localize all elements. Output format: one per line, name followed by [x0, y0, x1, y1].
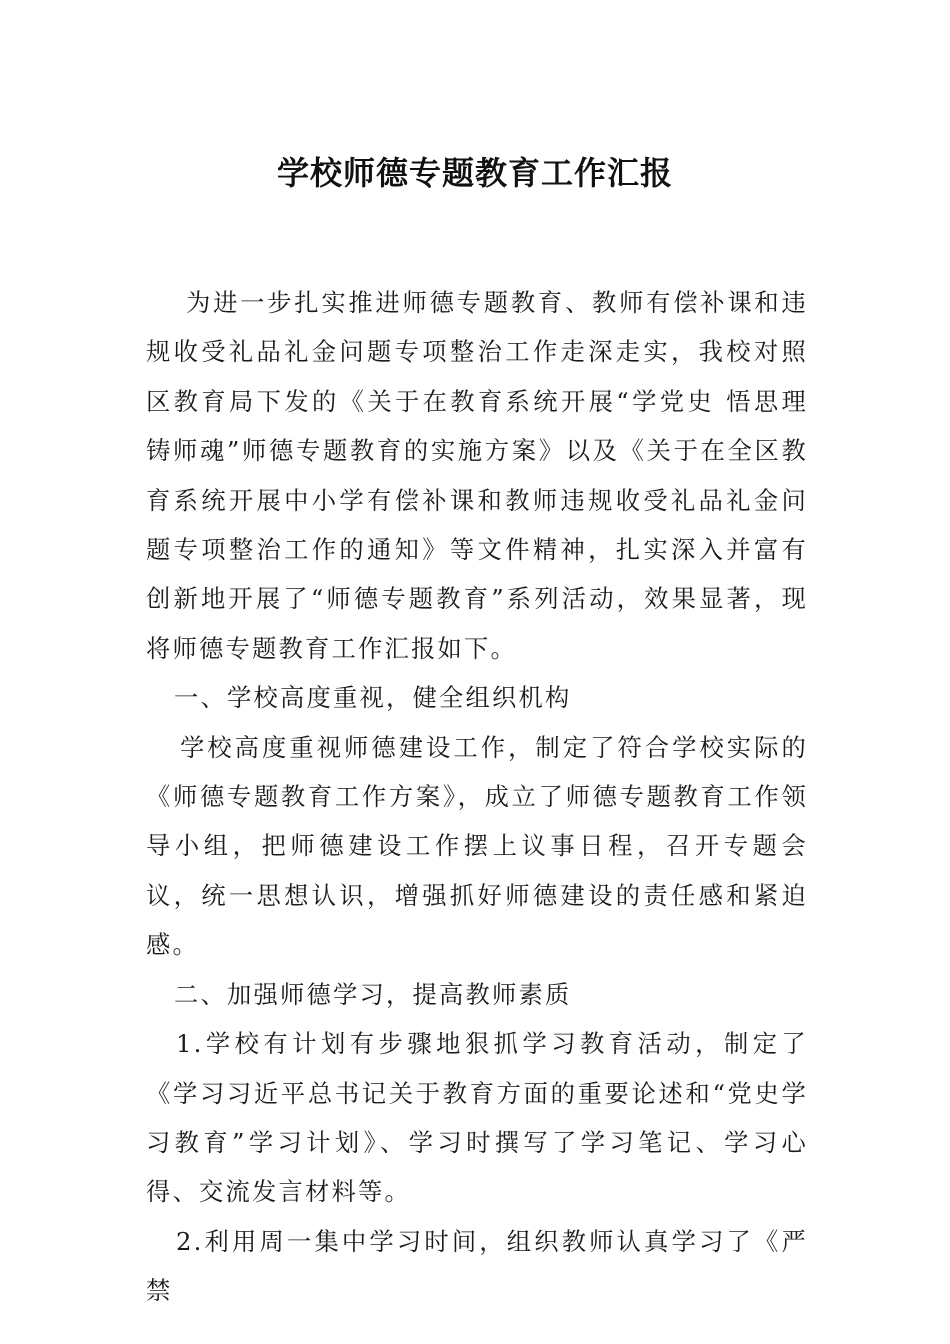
document-body	[146, 278, 808, 1316]
document-title: 学校师德专题教育工作汇报	[276, 154, 673, 193]
section-2-item-2: 2.利用周一集中学习时间，组织教师认真学习了《严禁	[146, 1226, 808, 1306]
section-1-paragraph: 学校高度重视师德建设工作，制定了符合学校实际的《师德专题教育工作方案》，成立了师德专题教育工作领导小组，把师德建设工作摆上议事日程，召开专题会议，统一思想认识，增强抓好师德建设的责任感和紧迫感。	[146, 732, 808, 960]
intro-paragraph: 为进一步扎实推进师德专题教育、教师有偿补课和违规收受礼品礼金问题专项整治工作走深走实，我校对照区教育局下发的《关于在教育系统开展“学党史 悟思理 铸师魂”师德专题教育的实施方案》以及《关于在全区教育系统开展中小学有偿补课和教师违规收受礼品礼金问题专项整治工作的通知》等文件精神，扎实深入并富有创新地开展了“师德专题教育”系列活动，效果显著，现将师德专题教育工作汇报如下。	[146, 288, 808, 663]
section-heading-1: 一、学校高度重视，健全组织机构	[174, 683, 572, 713]
section-heading-2: 二、加强师德学习，提高教师素质	[174, 979, 572, 1009]
section-2-item-1: 1.学校有计划有步骤地狠抓学习教育活动，制定了《学习习近平总书记关于教育方面的重要论述和“党史学习教育”学习计划》、学习时撰写了学习笔记、学习心得、交流发言材料等。	[146, 1029, 808, 1207]
